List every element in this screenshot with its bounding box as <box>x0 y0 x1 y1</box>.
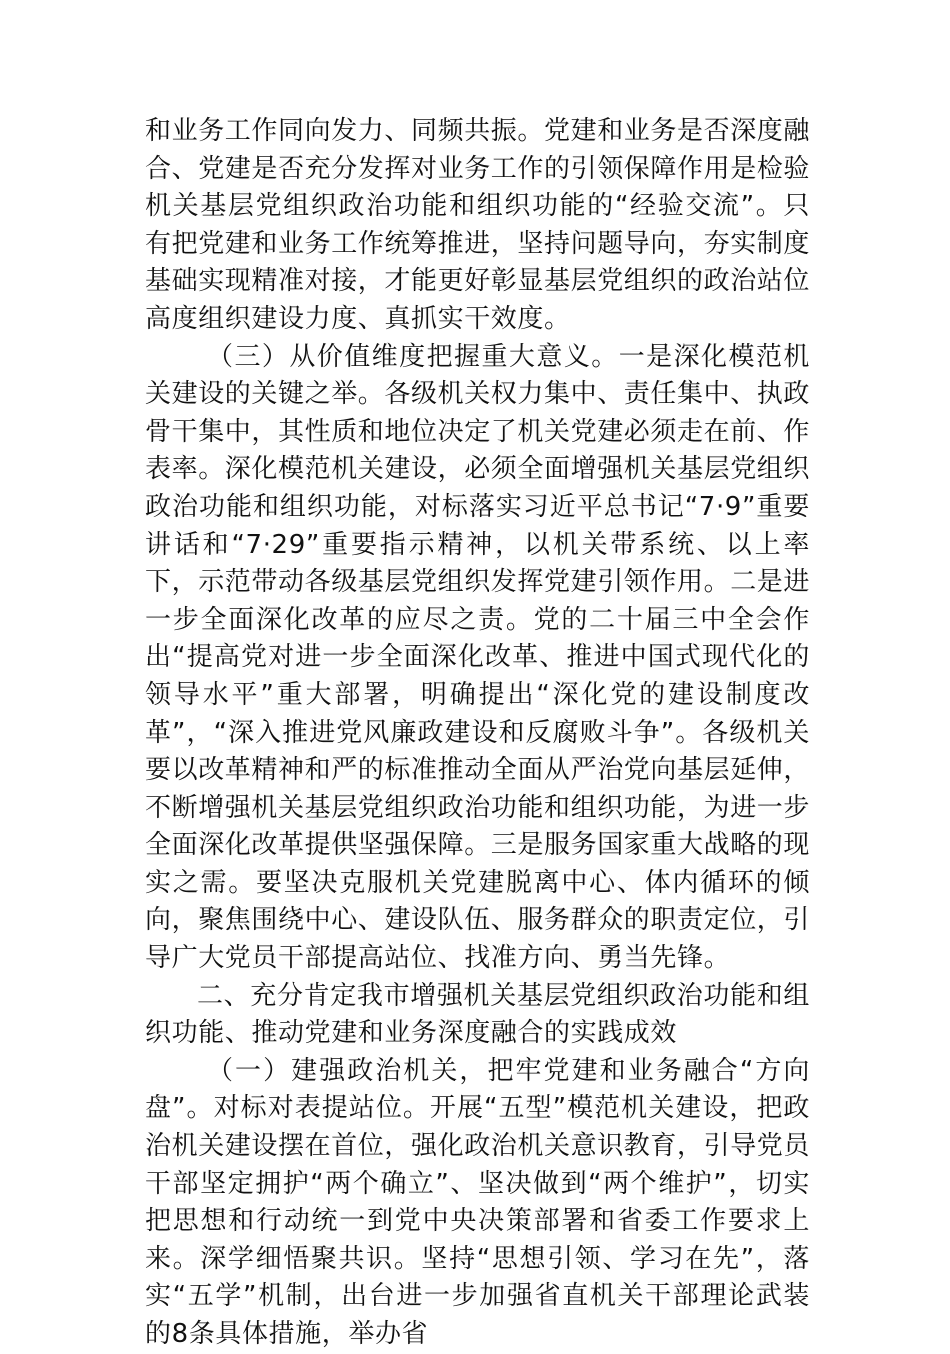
section-heading-two: 二、充分肯定我市增强机关基层党组织政治功能和组织功能、推动党建和业务深度融合的实践成效 <box>145 980 810 1049</box>
paragraph-value-dimension: （三）从价值维度把握重大意义。一是深化模范机关建设的关键之举。各级机关权力集中、责任集中、执政骨干集中，其性质和地位决定了机关党建必须走在前、作表率。深化模范机关建设，必须全面增强机关基层党组织政治功能和组织功能，对标落实习近平总书记“7·9”重要讲话和“7·29”重要指示精神，以机关带系统、以上率下，示范带动各级基层党组织发挥党建引领作用。二是进一步全面深化改革的应尽之责。党的二十届三中全会作出“提高党对进一步全面深化改革、推进中国式现代化的领导水平”重大部署，明确提出“深化党的建设制度改革”，“深入推进党风廉政建设和反腐败斗争”。各级机关要以改革精神和严的标准推动全面从严治党向基层延伸，不断增强机关基层党组织政治功能和组织功能，为进一步全面深化改革提供坚强保障。三是服务国家重大战略的现实之需。要坚决克服机关党建脱离中心、体内循环的倾向，聚焦围绕中心、建设队伍、服务群众的职责定位，引导广大党员干部提高站位、找准方向、勇当先锋。 <box>145 341 811 974</box>
paragraph-political-organ: （一）建强政治机关，把牢党建和业务融合“方向盘”。对标对表提站位。开展“五型”模范机关建设，把政治机关建设摆在首位，强化政治机关意识教育，引导党员干部坚定拥护“两个确立”、坚决做到“两个维护”，切实把思想和行动统一到党中央决策部署和省委工作要求上来。深学细悟聚共识。坚持“思想引领、学习在先”，落实“五学”机制，出台进一步加强省直机关干部理论武装的8条具体措施，举办省 <box>145 1055 811 1349</box>
document-page <box>145 113 810 1354</box>
paragraph-continuation: 和业务工作同向发力、同频共振。党建和业务是否深度融合、党建是否充分发挥对业务工作的引领保障作用是检验机关基层党组织政治功能和组织功能的“经验交流”。只有把党建和业务工作统筹推进，坚持问题导向，夯实制度基础实现精准对接，才能更好彰显基层党组织的政治站位高度组织建设力度、真抓实干效度。 <box>145 116 811 334</box>
